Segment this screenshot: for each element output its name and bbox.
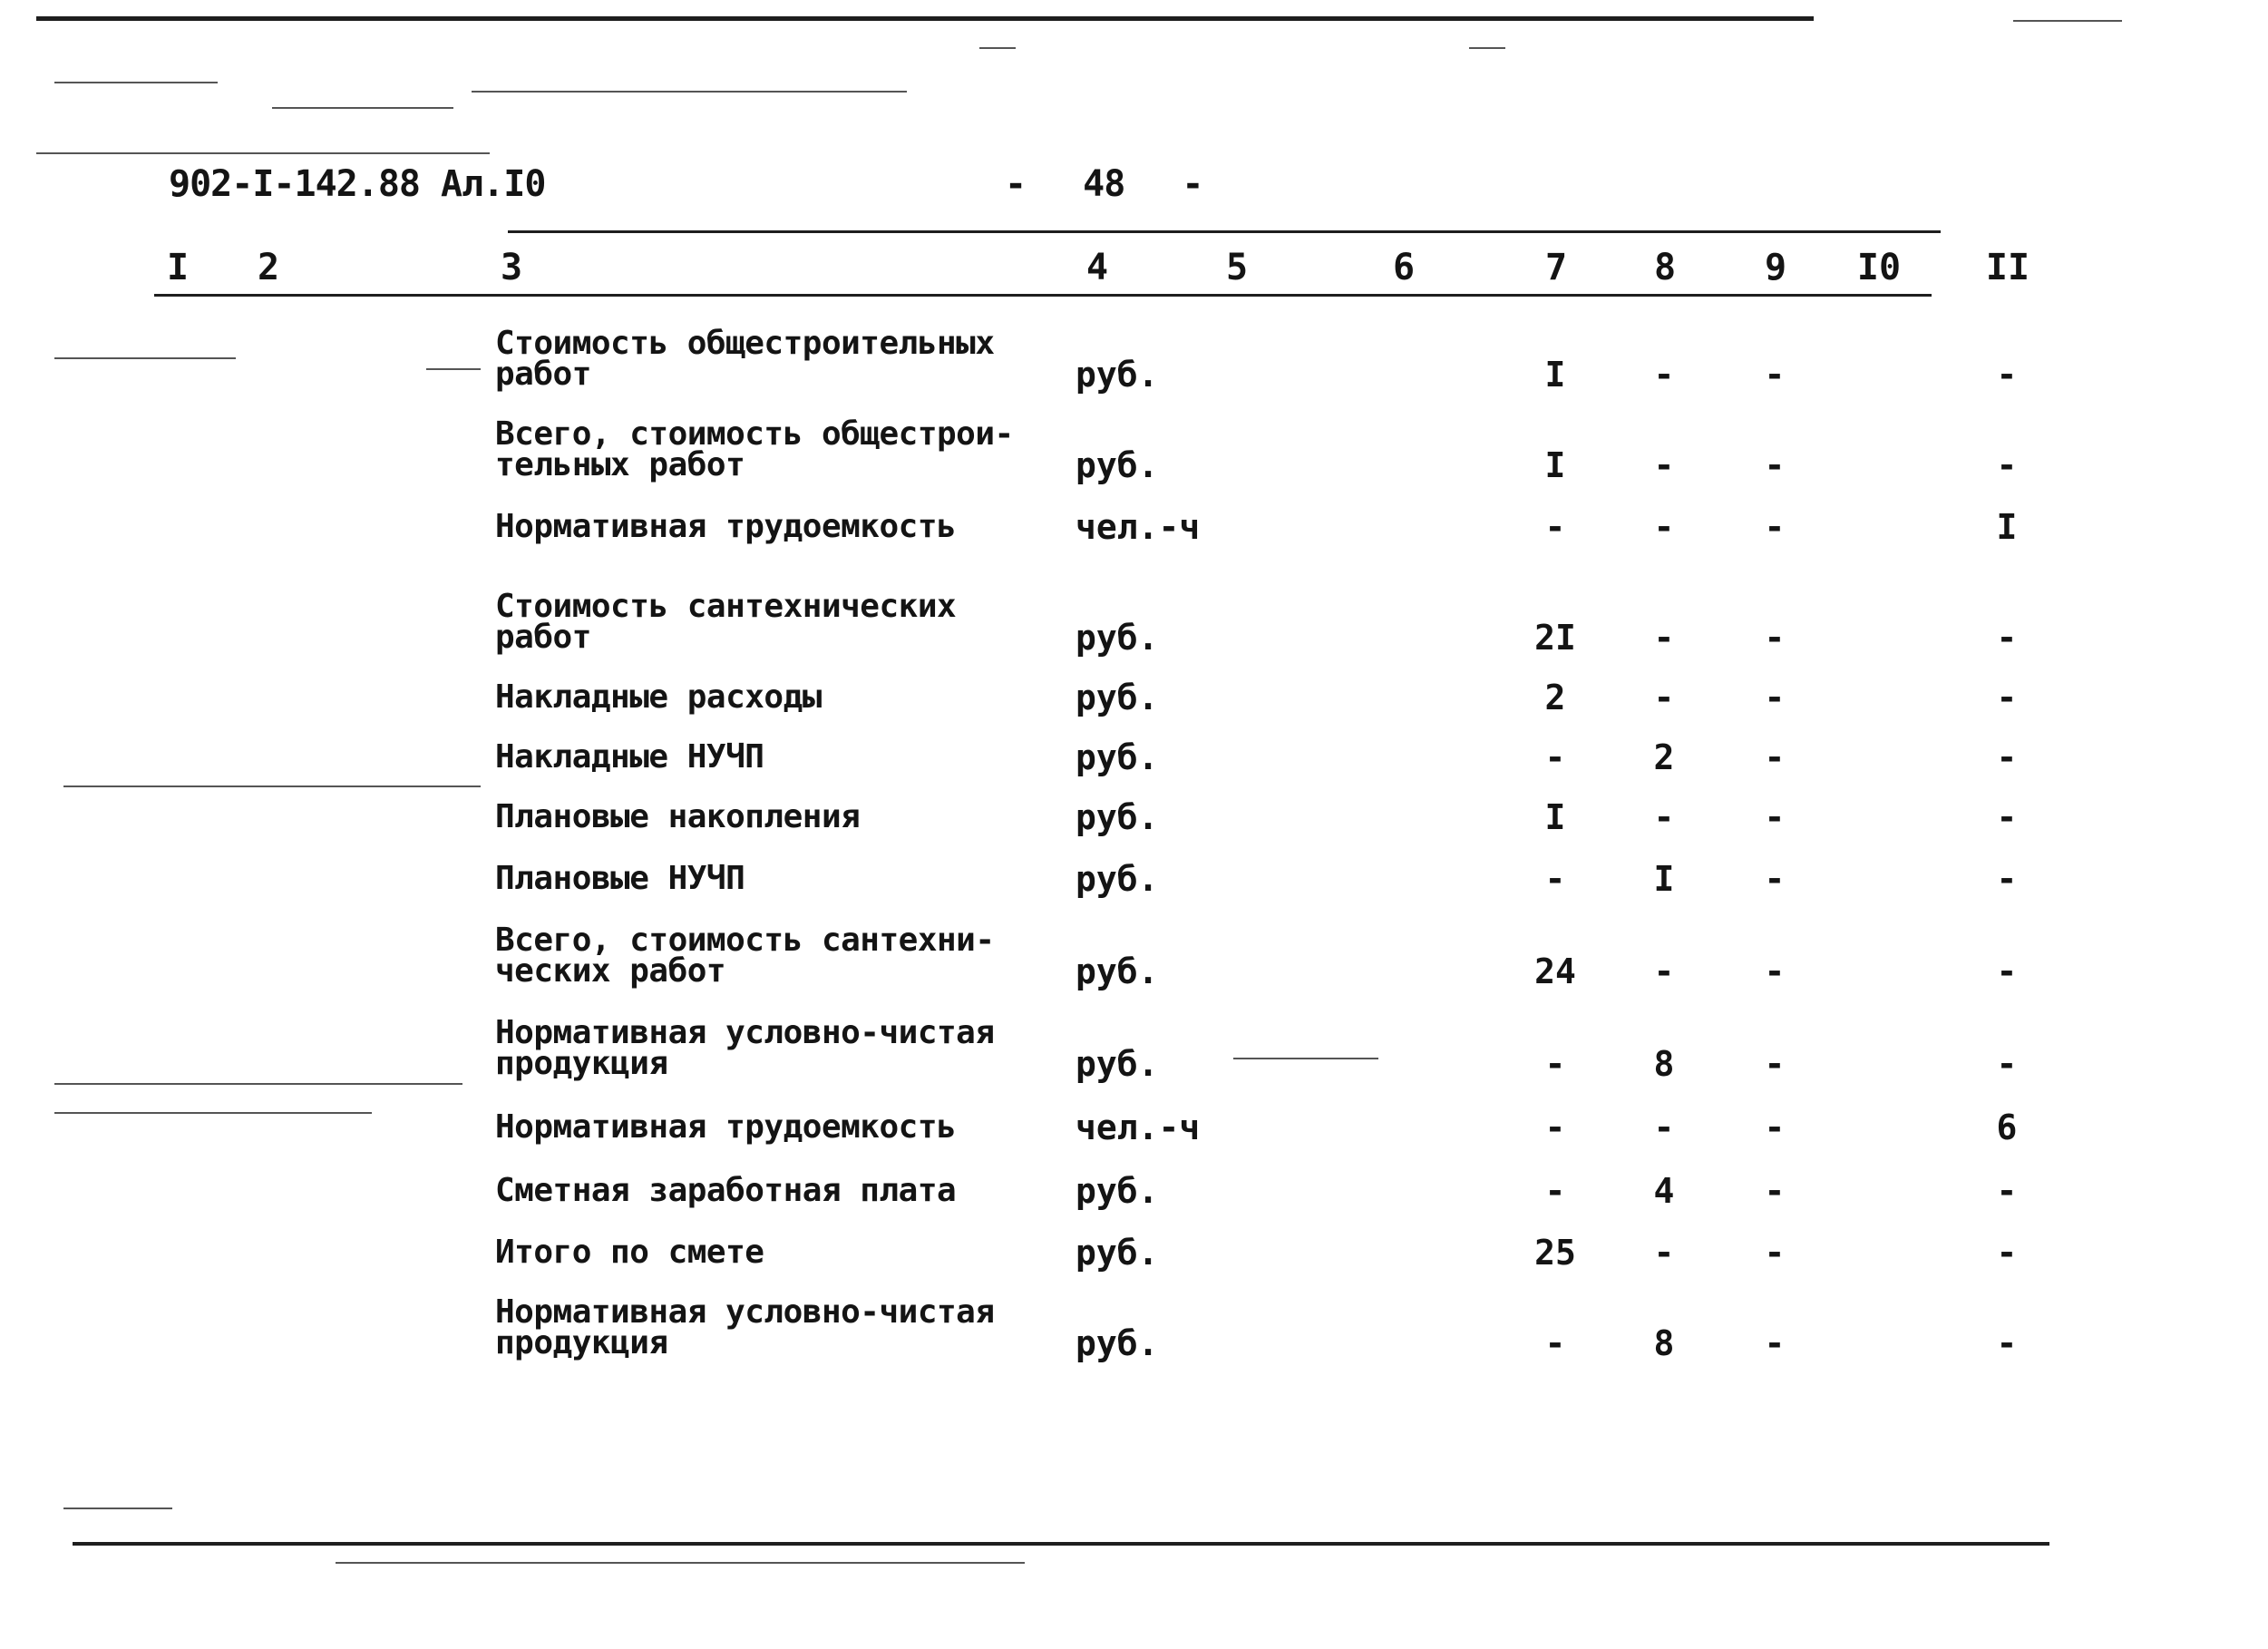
row-col11-value: - [1996, 355, 2018, 395]
row-col11-value: - [1996, 797, 2018, 837]
scan-artifact [272, 107, 453, 109]
row-col8-value: I [1653, 859, 1675, 899]
row-col9-value: - [1764, 678, 1786, 717]
row-col7-value: - [1544, 1107, 1566, 1147]
column-number: 6 [1392, 247, 1416, 288]
row-description: Сметная заработная плата [495, 1172, 957, 1209]
row-col7-value: - [1544, 1171, 1566, 1211]
column-number: 8 [1653, 247, 1677, 288]
row-unit: руб. [1076, 951, 1159, 991]
row-col8-value: 8 [1653, 1044, 1675, 1084]
row-description: Накладные расходы [495, 678, 822, 716]
row-col11-value: - [1996, 678, 2018, 717]
document-code: 902-I-142.88 [169, 163, 420, 205]
row-col11-value: - [1996, 445, 2018, 485]
column-number: I0 [1856, 247, 1902, 288]
column-number: 3 [500, 247, 523, 288]
row-description: Плановые накопления [495, 798, 861, 835]
row-col11-value: - [1996, 1323, 2018, 1363]
column-number: 2 [257, 247, 280, 288]
row-col9-value: - [1764, 1323, 1786, 1363]
row-unit: руб. [1076, 859, 1159, 899]
row-col7-value: I [1544, 797, 1566, 837]
row-description: Нормативная условно-чистая продукция [495, 1293, 995, 1361]
row-unit: чел.-ч [1076, 1107, 1201, 1147]
row-description: Стоимость сантехнических работ [495, 588, 957, 656]
album-number: Ал.I0 [441, 163, 546, 205]
column-number: 9 [1764, 247, 1787, 288]
row-col11-value: - [1996, 618, 2018, 658]
row-unit: чел.-ч [1076, 507, 1201, 547]
header-rule [508, 230, 1941, 233]
row-unit: руб. [1076, 1233, 1159, 1273]
column-header-rule [154, 294, 1932, 297]
row-col8-value: - [1653, 618, 1675, 658]
row-col9-value: - [1764, 445, 1786, 485]
scan-artifact [336, 1562, 1025, 1564]
row-col8-value: - [1653, 678, 1675, 717]
row-col8-value: - [1653, 507, 1675, 547]
row-col8-value: - [1653, 355, 1675, 395]
row-col8-value: - [1653, 951, 1675, 991]
row-col9-value: - [1764, 737, 1786, 777]
row-col7-value: 2 [1544, 678, 1566, 717]
row-description: Накладные НУЧП [495, 738, 764, 776]
page-number: - 48 - [1005, 163, 1203, 205]
scan-artifact [1469, 47, 1505, 49]
column-number: 7 [1544, 247, 1568, 288]
scan-artifact [54, 1083, 462, 1085]
row-col9-value: - [1764, 507, 1786, 547]
row-col7-value: 25 [1534, 1233, 1576, 1273]
row-col8-value: - [1653, 445, 1675, 485]
column-number: I [166, 247, 190, 288]
row-col11-value: - [1996, 737, 2018, 777]
row-description: Стоимость общестроительных работ [495, 325, 995, 393]
row-col7-value: - [1544, 507, 1566, 547]
scan-artifact [36, 152, 490, 154]
row-unit: руб. [1076, 618, 1159, 658]
row-unit: руб. [1076, 678, 1159, 717]
row-description: Плановые НУЧП [495, 860, 745, 897]
row-unit: руб. [1076, 445, 1159, 485]
row-col11-value: - [1996, 1233, 2018, 1273]
scan-artifact [54, 82, 218, 83]
row-col9-value: - [1764, 355, 1786, 395]
row-col7-value: - [1544, 1044, 1566, 1084]
scan-artifact [63, 785, 481, 787]
column-number: II [1985, 247, 2030, 288]
top-border-line [36, 16, 1814, 21]
scan-artifact [54, 357, 236, 359]
row-col11-value: I [1996, 507, 2018, 547]
row-unit: руб. [1076, 1044, 1159, 1084]
row-col8-value: 2 [1653, 737, 1675, 777]
column-number: 4 [1085, 247, 1109, 288]
row-col8-value: 4 [1653, 1171, 1675, 1211]
row-description: Всего, стоимость общестрои- тельных работ [495, 415, 1014, 483]
row-col9-value: - [1764, 1044, 1786, 1084]
column-number: 5 [1225, 247, 1249, 288]
row-col7-value: 2I [1534, 618, 1576, 658]
row-col9-value: - [1764, 859, 1786, 899]
row-description: Итого по смете [495, 1234, 764, 1271]
row-col9-value: - [1764, 618, 1786, 658]
scan-artifact [472, 91, 907, 93]
row-col11-value: - [1996, 1044, 2018, 1084]
row-unit: руб. [1076, 1171, 1159, 1211]
row-col11-value: 6 [1996, 1107, 2018, 1147]
row-col7-value: I [1544, 355, 1566, 395]
row-unit: руб. [1076, 1323, 1159, 1363]
scan-artifact [63, 1508, 172, 1509]
row-col11-value: - [1996, 951, 2018, 991]
row-unit: руб. [1076, 355, 1159, 395]
row-col11-value: - [1996, 859, 2018, 899]
scan-artifact [54, 1112, 372, 1114]
scan-artifact [1233, 1058, 1378, 1059]
row-col8-value: - [1653, 797, 1675, 837]
scan-artifact [2013, 20, 2122, 22]
row-description: Нормативная трудоемкость [495, 508, 957, 545]
row-col9-value: - [1764, 1233, 1786, 1273]
row-col8-value: - [1653, 1233, 1675, 1273]
row-col8-value: - [1653, 1107, 1675, 1147]
row-col7-value: - [1544, 1323, 1566, 1363]
row-col8-value: 8 [1653, 1323, 1675, 1363]
row-col7-value: 24 [1534, 951, 1576, 991]
row-col9-value: - [1764, 1107, 1786, 1147]
row-col9-value: - [1764, 797, 1786, 837]
row-unit: руб. [1076, 797, 1159, 837]
scan-artifact [426, 368, 481, 370]
row-description: Нормативная условно-чистая продукция [495, 1014, 995, 1082]
row-col9-value: - [1764, 1171, 1786, 1211]
scan-artifact [979, 47, 1016, 49]
row-col7-value: I [1544, 445, 1566, 485]
row-description: Нормативная трудоемкость [495, 1108, 957, 1146]
row-description: Всего, стоимость сантехни- ческих работ [495, 922, 995, 990]
row-unit: руб. [1076, 737, 1159, 777]
bottom-border-line [73, 1542, 2049, 1546]
row-col11-value: - [1996, 1171, 2018, 1211]
row-col7-value: - [1544, 859, 1566, 899]
row-col7-value: - [1544, 737, 1566, 777]
row-col9-value: - [1764, 951, 1786, 991]
